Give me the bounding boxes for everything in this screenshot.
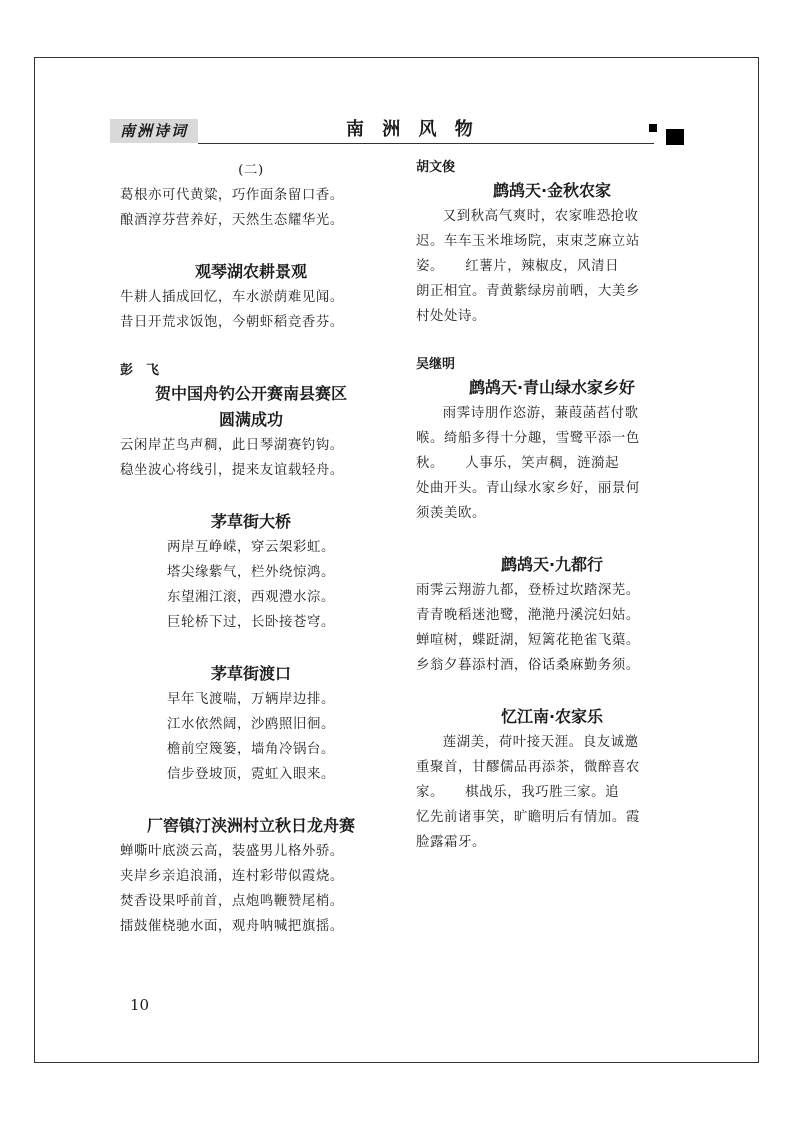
poem-line: 稳坐波心将线引，提来友谊载轻舟。 [120, 463, 344, 478]
poem-line: 焚香设果呼前首，点炮鸣鞭赞尾梢。 [120, 894, 344, 909]
poem-line: 东望湘江滚，西观澧水淙。 [167, 590, 335, 605]
poem-line: 重聚首，甘醪儒品再添茶，微醉喜农 [416, 760, 640, 775]
header-title: 南 洲 风 物 [346, 119, 479, 140]
header-rule [198, 143, 654, 144]
poem-line: 夹岸乡亲追浪涌，连村彩带似霞烧。 [120, 869, 344, 884]
poem-line: 酿酒淳芬营养好，天然生态耀华光。 [120, 213, 344, 228]
poem-title: 忆江南·农家乐 [500, 707, 604, 726]
author-name: 彭 飞 [120, 363, 160, 378]
right-column [416, 158, 688, 855]
poem-title: 茅草街大桥 [210, 512, 291, 531]
author-name: 吴继明 [416, 357, 456, 372]
poem-line: 又到秋高气爽时，农家唯恐抢收 [442, 209, 639, 224]
poem-line: 早年飞渡喘，万辆岸边排。 [167, 692, 335, 707]
page-number: 10 [130, 996, 150, 1014]
poem-line: 牛耕人插成回忆，车水淤荫难见闻。 [120, 290, 344, 305]
part-number: (二) [238, 163, 264, 178]
poem-line: 脸露霜牙。 [416, 835, 486, 850]
poem-line: 朗正相宜。青黄紫绿房前晒，大美乡 [416, 284, 640, 299]
poem-line: 村处处诗。 [416, 309, 486, 324]
poem-line: 云闲岸芷鸟声稠，此日琴湖赛钓钩。 [120, 438, 344, 453]
left-column [120, 158, 382, 939]
poem-line: 秋。 人事乐，笑声稠，涟漪起 [416, 456, 620, 471]
poem-line: 家。 棋战乐，我巧胜三家。追 [416, 785, 620, 800]
poem-title: 茅草街渡口 [210, 664, 291, 683]
poem-line: 忆先前诸事笑，旷瞻明后有情加。霞 [416, 810, 640, 825]
poem-line: 雨霁诗朋作恣游，蒹葭菡萏付歌 [442, 406, 639, 421]
poem-line: 处曲开头。青山绿水家乡好，丽景何 [416, 481, 640, 496]
decor-square-big [666, 129, 684, 145]
poem-line: 雨霁云翔游九都，登桥过坎踏深芜。 [416, 583, 640, 598]
poem-line: 乡翁夕暮添村酒，俗话桑麻勤务须。 [416, 658, 640, 673]
poem-line: 蝉嘶叶底淡云高，装盛男儿格外骄。 [120, 844, 344, 859]
poem-line: 檐前空篾篓，墙角冷锅台。 [167, 742, 335, 757]
poem-title-cont: 圆满成功 [218, 410, 283, 429]
poem-line: 莲湖美，荷叶接天涯。良友诚邀 [442, 735, 639, 750]
poem-line: 江水依然阔，沙鸥照旧徊。 [167, 717, 335, 732]
poem-line: 擂鼓催桡驰水面，观舟呐喊把旗摇。 [120, 919, 344, 934]
author-name: 胡文俊 [416, 160, 456, 175]
poem-line: 须羡美欧。 [416, 506, 486, 521]
poem-title: 观琴湖农耕景观 [194, 262, 307, 281]
poem-title: 鹧鸪天·金秋农家 [492, 181, 612, 200]
poem-line: 昔日开荒求饭饱，今朝虾稻竞香芬。 [120, 315, 344, 330]
poem-line: 巨轮桥下过，长卧接苍穹。 [167, 615, 335, 630]
poem-title: 鹧鸪天·青山绿水家乡好 [468, 378, 636, 397]
poem-title: 鹧鸪天·九都行 [500, 555, 604, 574]
poem-line: 两岸互峥嵘，穿云架彩虹。 [167, 540, 335, 555]
poem-line: 塔尖缘紫气，栏外绕惊鸿。 [167, 565, 335, 580]
section-tag: 南洲诗词 [110, 119, 198, 143]
decor-square-small [649, 124, 657, 132]
poem-line: 蝉喧树，蝶跹湖，短篱花艳雀飞蕖。 [416, 633, 640, 648]
poem-line: 喉。绮船多得十分趣，雪鹭平添一色 [416, 431, 640, 446]
poem-title: 贺中国舟钓公开赛南县赛区 [154, 384, 347, 403]
poem-line: 迟。车车玉米堆场院，束束芝麻立站 [416, 234, 640, 249]
poem-line: 青青晚稻迷池鹭，滟滟丹溪浣妇姑。 [416, 608, 640, 623]
poem-title: 厂窖镇汀浃洲村立秋日龙舟赛 [146, 816, 355, 835]
page-header [110, 117, 684, 145]
poem-line: 姿。 红薯片，辣椒皮，风清日 [416, 259, 620, 274]
poem-line: 信步登坡顶，霓虹入眼来。 [167, 767, 335, 782]
poem-line: 葛根亦可代黄粱，巧作面条留口香。 [120, 188, 344, 203]
